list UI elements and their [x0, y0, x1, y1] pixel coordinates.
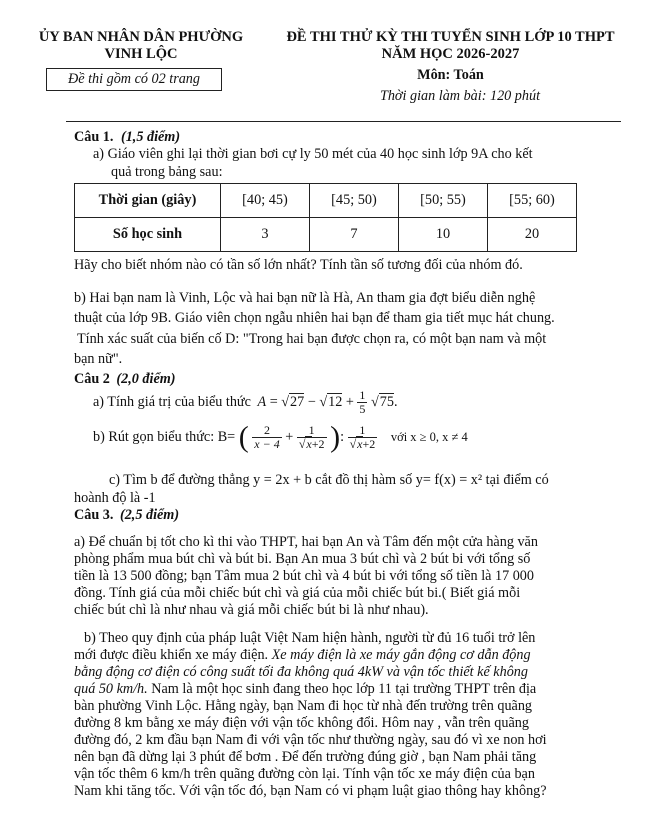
q3-b-line3: bằng động cơ điện có công suất tối đa không quá 4kW và vận tốc thiết kế không — [74, 664, 528, 680]
fraction-denominator-x: x — [357, 437, 363, 452]
q1-label: Câu 1. — [74, 129, 114, 145]
fraction-numerator: 1 — [297, 424, 327, 438]
q1-b-line3: Tính xác suất của biến cố D: "Trong hai bạn được chọn ra, có một bạn nam và một — [77, 331, 547, 347]
fraction-denominator-rest: +2 — [311, 437, 325, 452]
fraction-denominator: x − 4 — [254, 437, 280, 452]
q3-a-line: a) Để chuẩn bị tốt cho kì thi vào THPT, hai bạn An và Tâm đến một cửa hàng văn — [74, 534, 538, 550]
q3-b-line4 — [74, 681, 536, 698]
table-header-cell: Thời gian (giây) — [75, 184, 221, 218]
q3-b-line: đường 8 km bằng xe máy điện với vận tốc không đổi. Hôm nay , vẫn trên quãng — [74, 715, 529, 731]
q2-b-fraction3: $\frac{1}{√x+2}$ — [349, 423, 376, 452]
q3-b-line: nên bạn đã dừng lại 3 phút để bơm . Để đến trường đúng giờ , bạn Nam phải tăng — [74, 749, 537, 765]
q2-a-var: A — [257, 393, 267, 410]
q2-a-text: a) Tính giá trị của biểu thức — [93, 393, 251, 410]
q3-points: (2,5 điểm) — [119, 507, 180, 523]
q2-a-fraction — [357, 389, 367, 416]
q3-b-line: đường đó, 2 km đầu bạn Nam đi với vận tốc như thường ngày, sau đó vì xe non hơi — [74, 732, 547, 748]
table-row — [75, 218, 577, 252]
table-cell: [45; 50) — [310, 184, 399, 218]
q3-heading — [74, 507, 179, 524]
q2-c-line1: c) Tìm b để đường thẳng y = 2x + b cắt đồ thị hàm số y= f(x) = x² tại điểm có — [109, 472, 549, 488]
q3-b-line2 — [74, 647, 531, 664]
table-cell: 20 — [488, 218, 577, 252]
q2-heading — [74, 371, 176, 388]
q3-b-line: bàn phường Vinh Lộc. Hằng ngày, bạn Nam đi học từ nhà đến trường trên quãng — [74, 698, 533, 714]
q2-a-sqrt12: 12 — [328, 393, 343, 410]
q2-a: a) Tính giá trị của biểu thức A = √27 − √12 + $\frac{1}{5}$ √75. — [93, 388, 398, 416]
fraction-numerator: 1 — [348, 424, 378, 438]
q1-b-line4: bạn nữ". — [74, 351, 123, 367]
q1-a-line1: a) Giáo viên ghi lại thời gian bơi cự ly 50 mét của 40 học sinh lớp 9A cho kết — [93, 146, 533, 162]
table-cell: [55; 60) — [488, 184, 577, 218]
q2-b: b) Rút gọn biểu thức: B= ( $\frac{2}{x - 4}$ + $\frac{1}{√x+2}$ ): $\frac{1}{√x+2}$ với x ≥ 0, x ≠ 4 — [93, 420, 468, 454]
q2-a-sqrt75: 75 — [379, 393, 394, 410]
q3-b-line4-plain: Nam là một học sinh đang theo học lớp 11 tại trường THPT trên địa — [147, 681, 537, 697]
q2-b-condition: với x ≥ 0, x ≠ 4 — [390, 430, 468, 444]
q2-b-text: b) Rút gọn biểu thức: B= — [93, 429, 236, 445]
q3-b-line2-italic: Xe máy điện là xe máy gắn động cơ dẫn động — [268, 647, 531, 663]
q1-a-question: Hãy cho biết nhóm nào có tần số lớn nhất? Tính tần số tương đối của nhóm đó. — [74, 257, 523, 273]
q2-a-sqrt27: 27 — [290, 393, 305, 410]
q3-b-line: vận tốc thêm 6 km/h trên quãng đường còn lại. Tính vận tốc xe máy điện của bạn — [74, 766, 535, 782]
header-org-line2: VINH LỘC — [104, 46, 178, 62]
table-row — [75, 184, 577, 218]
fraction-denominator: 5 — [359, 402, 366, 416]
exam-title-line1: ĐỀ THI THỬ KỲ THI TUYỂN SINH LỚP 10 THPT — [286, 29, 615, 45]
q3-a-line: đồng. Tính giá của mỗi chiếc bút chì và giá của mỗi chiếc bút bi.( Biết giá mỗi — [74, 585, 521, 601]
q1-points: (1,5 điểm) — [120, 129, 181, 145]
q1-b-line2: thuật của lớp 9B. Giáo viên chọn ngẫu nhiên hai bạn để tham gia tiết mục hát chung. — [74, 310, 555, 326]
q2-label: Câu 2 — [74, 371, 110, 387]
exam-subject: Môn: Toán — [417, 67, 484, 83]
q2-b-fraction2: $\frac{1}{√x+2}$ — [298, 423, 325, 452]
header-org-line1: ỦY BAN NHÂN DÂN PHƯỜNG — [38, 29, 244, 45]
table-cell: [40; 45) — [221, 184, 310, 218]
fraction-numerator: 1 — [359, 388, 366, 402]
q2-b-fraction1 — [252, 424, 281, 451]
exam-title-line2: NĂM HỌC 2026-2027 — [381, 46, 520, 62]
q2-points: (2,0 điểm) — [116, 371, 176, 387]
q3-a-line: tiền là 13 500 đồng; bạn Tâm mua 2 bút chì và 4 bút bi với tổng số tiền là 17 000 — [74, 568, 534, 584]
q3-label: Câu 3. — [74, 507, 114, 523]
q3-b-line4-italic: quá 50 km/h. — [74, 681, 148, 697]
q3-b-line1: b) Theo quy định của pháp luật Việt Nam hiện hành, người từ đủ 16 tuổi trở lên — [84, 630, 536, 646]
q1-b-line1: b) Hai bạn nam là Vinh, Lộc và hai bạn nữ là Hà, An tham gia đợt biểu diễn nghệ — [74, 290, 536, 306]
fraction-denominator-rest: +2 — [362, 437, 376, 452]
table-cell: [50; 55) — [399, 184, 488, 218]
q1-a-line2: quả trong bảng sau: — [111, 164, 223, 180]
table-cell: 3 — [221, 218, 310, 252]
header-divider — [66, 121, 621, 122]
q1-heading — [74, 129, 180, 146]
q2-c-line2: hoành độ là -1 — [74, 490, 156, 506]
fraction-denominator-x: x — [306, 437, 312, 452]
q3-b-line: Nam khi tăng tốc. Với vận tốc đó, bạn Nam có vi phạm luật giao thông hay không? — [74, 783, 547, 799]
fraction-numerator: 2 — [252, 424, 281, 438]
q3-b-line2-plain: mới được điều khiển xe máy điện. — [74, 647, 269, 663]
table-header-cell: Số học sinh — [75, 218, 221, 252]
table-cell: 10 — [399, 218, 488, 252]
frequency-table — [74, 183, 577, 252]
pages-note-box: Đề thi gồm có 02 trang — [46, 68, 222, 91]
exam-time: Thời gian làm bài: 120 phút — [379, 88, 541, 104]
table-cell: 7 — [310, 218, 399, 252]
q3-a-line: chiếc bút chì là như nhau và giá mỗi chiếc bút bi là như nhau). — [74, 602, 429, 618]
q3-a-line: phòng phẩm mua bút chì và bút bi. Bạn An mua 3 bút chì và 2 bút bi với tổng số — [74, 551, 531, 567]
